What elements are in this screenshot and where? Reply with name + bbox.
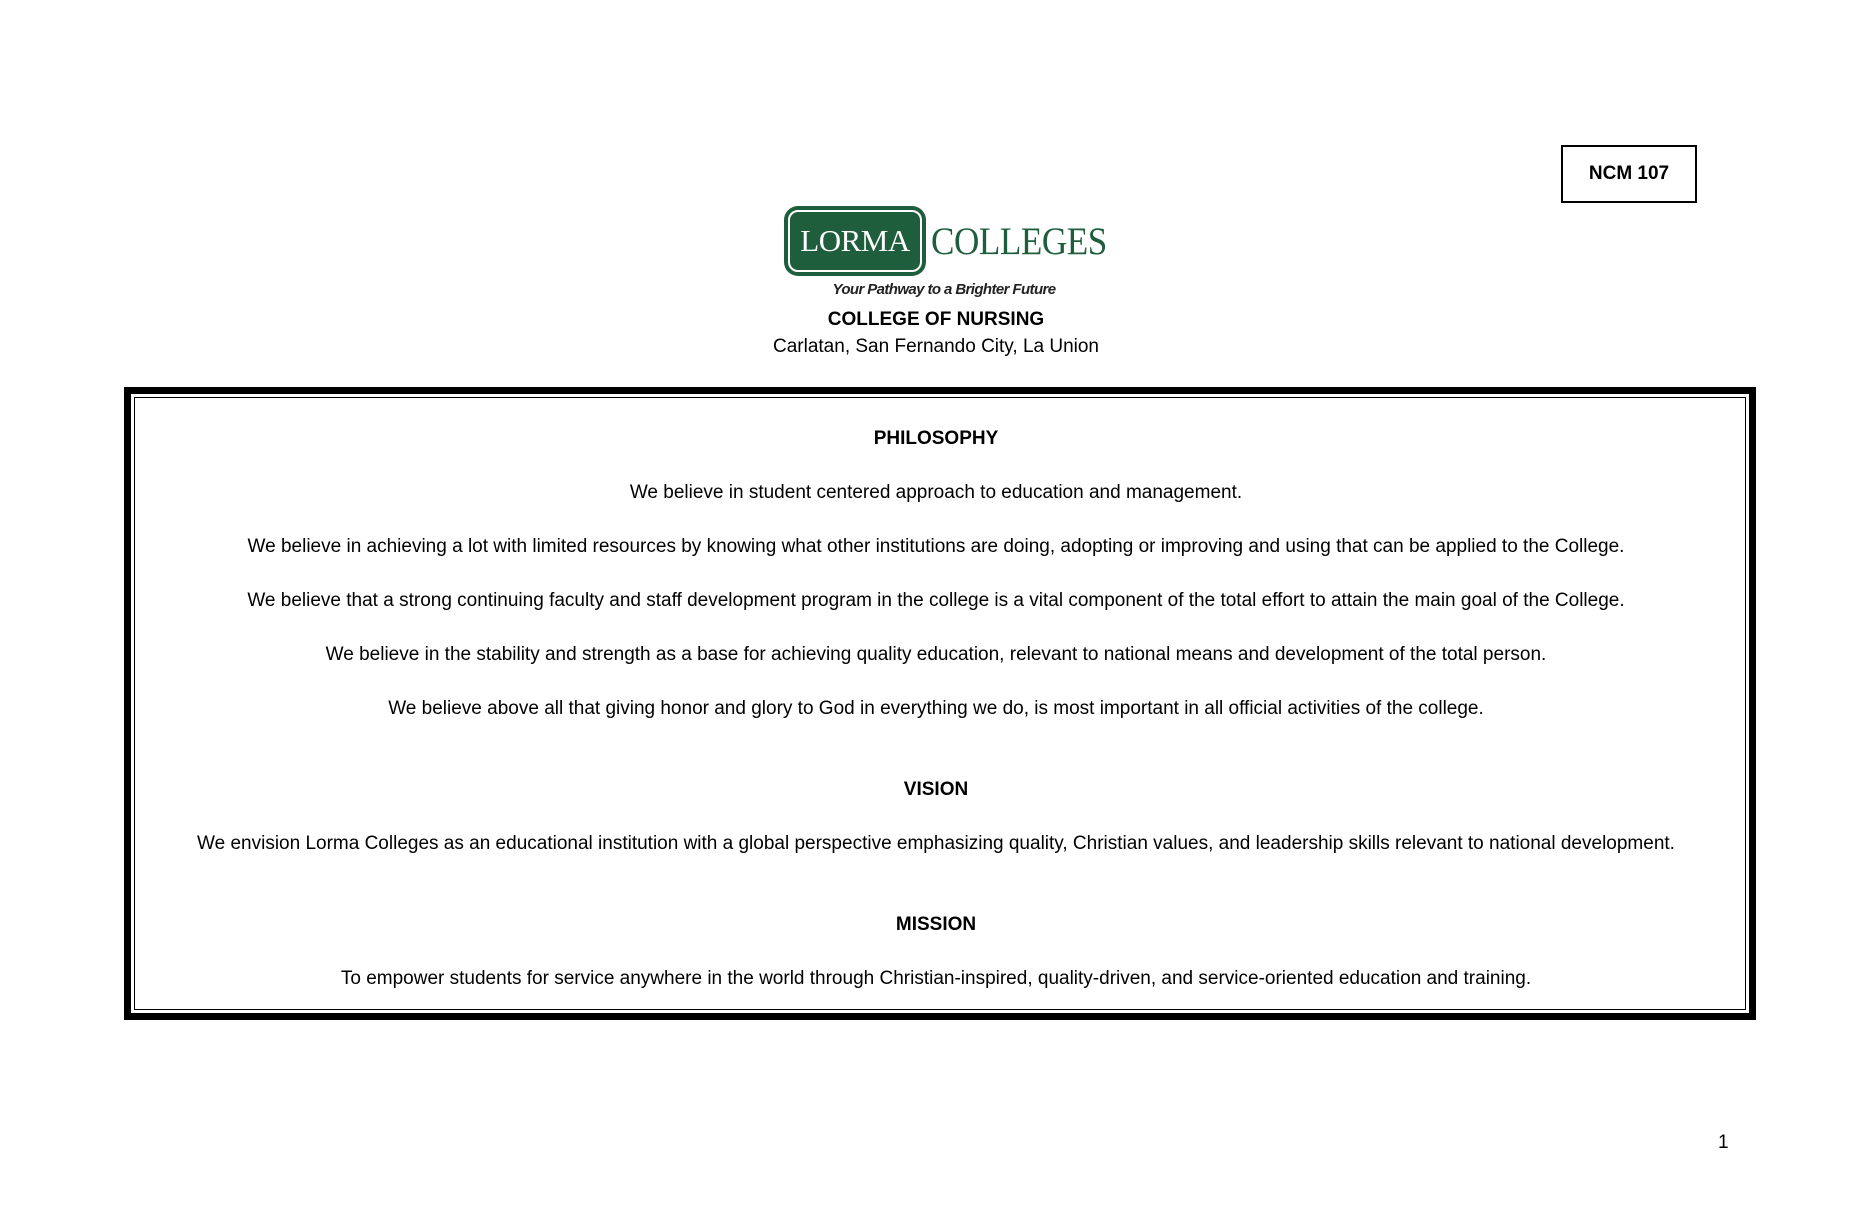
logo-tagline: Your Pathway to a Brighter Future — [832, 281, 1056, 298]
mission-heading: MISSION — [895, 914, 977, 935]
philosophy-statement-1: We believe in student centered approach to education and management. — [629, 482, 1243, 503]
college-address: Carlatan, San Fernando City, La Union — [773, 336, 1099, 357]
vision-statement: We envision Lorma Colleges as an educational institution with a global perspective emphasizing quality, Christian values, and leadership skills relevant to national development. — [197, 833, 1675, 854]
philosophy-statement-3: We believe that a strong continuing faculty and staff development program in the college is a vital component of the total effort to attain the main goal of the College. — [247, 590, 1625, 611]
philosophy-statement-4: We believe in the stability and strength as a base for achieving quality education, relevant to national means and development of the total person. — [325, 644, 1547, 665]
mission-statement: To empower students for service anywhere in the world through Christian-inspired, quality-driven, and service-oriented education and training. — [340, 968, 1532, 989]
logo-wordmark: COLLEGES — [931, 220, 1107, 263]
logo-badge — [784, 206, 926, 276]
vision-heading: VISION — [903, 779, 969, 800]
philosophy-heading: PHILOSOPHY — [873, 428, 999, 449]
philosophy-statement-2: We believe in achieving a lot with limited resources by knowing what other institutions are doing, adopting or improving and using that can be applied to the College. — [247, 536, 1625, 557]
philosophy-statement-5: We believe above all that giving honor and glory to God in everything we do, is most important in all official activities of the college. — [388, 698, 1484, 719]
college-name: COLLEGE OF NURSING — [827, 309, 1045, 330]
course-code-box: NCM 107 — [1561, 145, 1697, 203]
page-number: 1 — [1718, 1132, 1729, 1153]
logo-badge-text: LORMA — [788, 210, 922, 272]
lorma-colleges-logo — [784, 202, 1107, 300]
